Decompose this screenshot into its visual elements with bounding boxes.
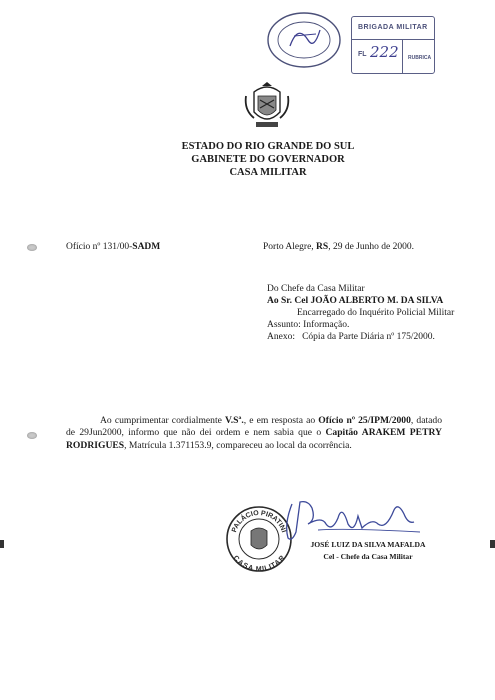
attachment-line: Anexo: Cópia da Parte Diária nº 175/2000. — [267, 332, 435, 342]
subject-line: Assunto: Informação. — [267, 320, 350, 330]
signer-name: JOSÉ LUIZ DA SILVA MAFALDA — [310, 540, 426, 549]
letterhead-state: ESTADO DO RIO GRANDE DO SUL — [181, 141, 355, 152]
document-date: Porto Alegre, RS, 29 de Junho de 2000. — [263, 242, 414, 252]
brigada-stamp-title: BRIGADA MILITAR — [352, 17, 434, 40]
handwritten-signature — [278, 494, 428, 544]
stamp-bottom-text: CASA MILITAR — [231, 554, 287, 573]
signer-title: Cel - Chefe da Casa Militar — [323, 552, 413, 561]
to-line: Ao Sr. Cel JOÃO ALBERTO M. DA SILVA — [267, 296, 444, 306]
routing-block — [267, 283, 467, 343]
justice-seal-stamp — [264, 10, 344, 70]
coat-of-arms-icon — [242, 82, 292, 134]
scan-edge-mark — [490, 540, 495, 548]
oficio-number: Ofício nº 131/00-SADM — [66, 242, 161, 252]
letterhead-office: GABINETE DO GOVERNADOR — [191, 154, 345, 165]
fl-label: FL — [358, 51, 367, 58]
scan-edge-mark — [0, 540, 4, 548]
stamp-top-text: PALÁCIO PIRATINI — [231, 509, 288, 534]
punch-hole — [27, 244, 37, 251]
from-line: Do Chefe da Casa Militar — [267, 284, 365, 294]
letterhead-department: CASA MILITAR — [229, 167, 307, 178]
body-paragraph: Ao cumprimentar cordialmente V.Sª., e em resposta ao Ofício nº 25/IPM/2000, datado de 29Jun2000, informo que não dei ordem e nem sabia que o Capitão ARAKEM PETRY RODRIGUES, Matrícula 1.371153.9, compareceu ao local da ocorrência. — [66, 415, 442, 451]
punch-hole — [27, 432, 37, 439]
letterhead — [150, 140, 386, 179]
signature-block — [288, 539, 448, 563]
brigada-militar-stamp — [351, 16, 435, 74]
page-number: 222 — [370, 43, 399, 61]
rubrica-label: RUBRICA — [408, 55, 432, 61]
to-role: Encarregado do Inquérito Policial Militar — [297, 308, 455, 318]
